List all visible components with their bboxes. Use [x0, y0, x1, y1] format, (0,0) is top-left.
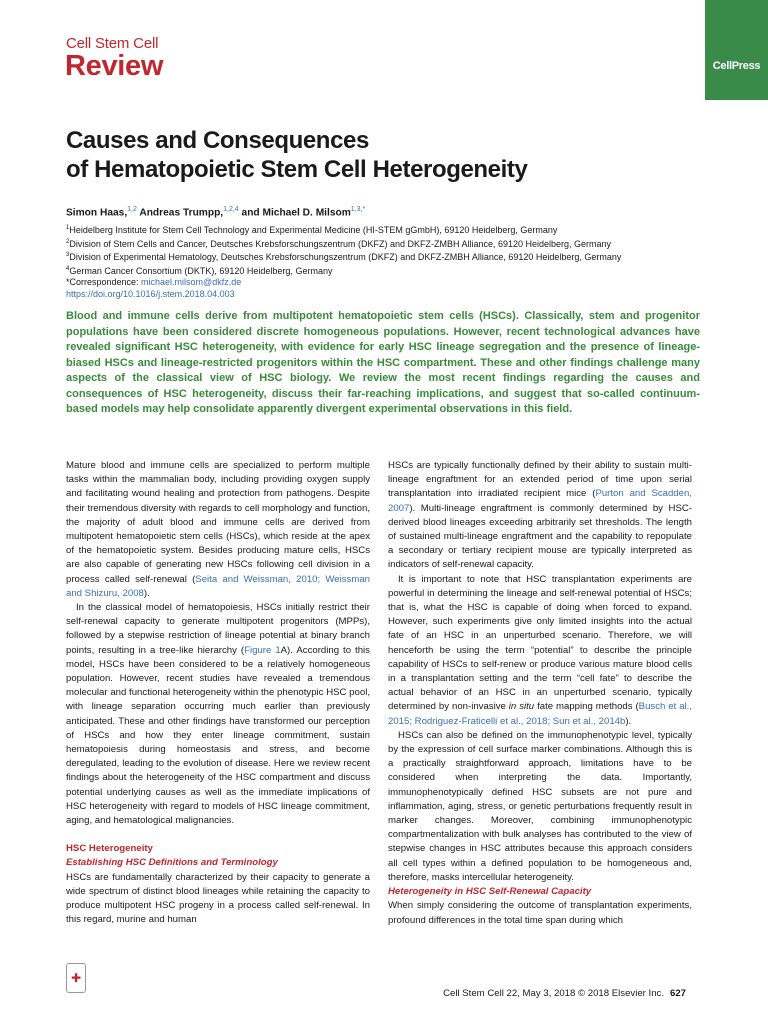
body-paragraph: When simply considering the outcome of transplantation experiments, profound differences in the total time span during which — [388, 900, 692, 926]
crossmark-icon[interactable]: ✚ — [66, 963, 86, 993]
subsection-heading: Establishing HSC Definitions and Terminology — [66, 857, 278, 869]
affiliation — [66, 223, 706, 237]
affil-sup: 3 — [66, 252, 70, 258]
citation-link[interactable]: Purton and Scadden, 2007 — [388, 488, 692, 514]
author-name: Simon Haas, — [66, 207, 128, 219]
doi — [66, 289, 706, 301]
body-column-left — [66, 459, 370, 928]
body-paragraph: HSCs can also be defined on the immunophenotypic level, typically by the expression of cell surface marker combinations. Although this is a practically straightforward approach, limitations have to be considered when interpreting the data. Importantly, immunophenotypically defined HSC subsets are not pure and inflammation, aging, stress, or genetic perturbations frequently result in marker changes. Moreover, combining immunophenotypic compartmentalization with bulk analyses has contributed to the view of stepwise changes in HSC attributes because this approach considers all cell types within a defined population to be homogeneous and, therefore, masks intercellular heterogeneity. — [388, 729, 692, 883]
affiliation — [66, 250, 706, 264]
body-paragraph: Mature blood and immune cells are specialized to perform multiple tasks within the mammalian body, including providing oxygen supply and facilitating wound healing and protection from pathogens. Despite their tremendous diversity with regards to cell morphology and function, the majority of adult blood and immune cells are derived from multipotent hematopoietic stem cells (HSCs), which reside at the apex of the hematopoietic system. Besides producing mature cells, HSCs are also capable of generating new HSCs following cell division in a process called self-renewal (Seita and Weissman, 2010; Weissman and Shizuru, 2008). — [66, 460, 371, 599]
affil-text: German Cancer Consortium (DKTK), 69120 Heidelberg, Germany — [69, 265, 333, 276]
correspondence — [66, 277, 706, 289]
page-number: 627 — [670, 988, 687, 999]
section-type: Review — [65, 50, 164, 82]
section-heading: HSC Heterogeneity — [66, 843, 153, 855]
affil-sup: 1 — [66, 225, 70, 231]
affiliations — [66, 223, 706, 300]
citation-link[interactable]: Seita and Weissman, 2010; Weissman and Shizuru, 2008 — [66, 573, 371, 599]
affil-sup: 4 — [66, 265, 70, 272]
body-paragraph: HSCs are fundamentally characterized by their capacity to generate a wide spectrum of distinct blood lineages while retaining the capacity to produce multipotent HSC progeny in a process called self-renewal. In this regard, murine and human — [66, 871, 370, 926]
author-affil-sup: 1,3,* — [350, 206, 366, 213]
footer-citation: Cell Stem Cell 22, May 3, 2018 © 2018 Elsevier Inc. — [443, 988, 664, 999]
body-paragraph: It is important to note that HSC transplantation experiments are powerful in determining the lineage and self-renewal potential of HSCs; that is, what the HSC is capable of doing when forced to expand. However, such experiments give only limited insights into the actual fate of an HSC in an unperturbed scenario. Therefore, we will henceforth be using the term “potential” to describe the principle capability of HSCs to self-renew or produce various mature blood cells in a transplantation setting and the term “cell fate” to describe the actual behavior of an HSC in an unperturbed scenario, typically determined by non-invasive in situ fate mapping methods (Busch et al., 2015; Rodriguez-Fraticelli et al., 2018; Sun et al., 2014b). — [388, 573, 693, 727]
author-name: and Michael D. Milsom — [238, 207, 351, 219]
correspondence-email-link[interactable]: michael.milsom@dkfz.de — [141, 277, 242, 287]
title-line-2: of Hematopoietic Stem Cell Heterogeneity — [66, 156, 528, 183]
author-list — [66, 206, 706, 218]
journal-name: Cell Stem Cell — [66, 35, 159, 52]
body-paragraph: In the classical model of hematopoiesis, HSCs initially restrict their self-renewal capacity to generate multipotent progenitors (MPPs), followed by a stepwise restriction of lineage potential at binary branch points, resulting in a tree-like hierarchy (Figure 1A). According to this model, HSCs have been considered to be a relatively homogeneous population. However, recent studies have revealed a tremendous molecular and functional heterogeneity within the phenotypic HSC pool, with lineage separation occurring much earlier than previously anticipated. These and other findings have transformed our perception of HSCs and how they enter lineage commitment, sustain hematopoiesis during homeostasis and stress, and become deregulated, leading to the evolution of disease. Here we review recent findings about the heterogeneity of the HSC compartment and discuss potential underlying causes as well as the immediate implications of HSC heterogeneity with regard to models of HSC lineage commitment, aging, and hematological malignancies. — [66, 602, 370, 827]
figure-link[interactable]: Figure 1 — [244, 644, 281, 656]
author-affil-sup: 1,2 — [127, 206, 137, 213]
doi-link[interactable]: https://doi.org/10.1016/j.stem.2018.04.003 — [66, 288, 235, 299]
cellpress-logo-text: CellPress — [712, 60, 761, 72]
correspondence-label: *Correspondence: — [66, 277, 142, 287]
abstract: Blood and immune cells derive from multipotent hematopoietic stem cells (HSCs). Classically, stem and progenitor populations have been considered discrete homogeneous populations. However, recent technological advances have revealed significant HSC heterogeneity, with evidence for early HSC lineage segregation and the presence of lineage-biased HSCs and lineage-restricted progenitors within the HSC compartment. These and other findings challenge many aspects of the classical view of HSC biology. We review the most recent findings regarding the causes and consequences of HSC heterogeneity, discuss their far-reaching implications, and suggest that so-called continuum-based models may help consolidate apparently divergent experimental observations in this field. — [66, 310, 700, 415]
affil-text: Division of Stem Cells and Cancer, Deutsches Krebsforschungszentrum (DKFZ) and DKFZ-ZMBH Alliance, 69120 Heidelberg, Germany — [69, 238, 612, 249]
author-name: Andreas Trumpp, — [136, 207, 224, 219]
title-line-1: Causes and Consequences — [66, 127, 369, 154]
cellpress-logo — [705, 0, 768, 100]
subsection-heading: Heterogeneity in HSC Self-Renewal Capacity — [388, 886, 592, 898]
body-column-right — [388, 459, 692, 928]
affiliation — [66, 237, 706, 251]
author-affil-sup: 1,2,4 — [223, 206, 239, 213]
article-title — [66, 126, 686, 184]
affil-text: Division of Experimental Hematology, Deutsches Krebsforschungszentrum (DKFZ) and DKFZ-ZMBH Alliance, 69120 Heidelberg, Germany — [69, 252, 622, 262]
citation-link[interactable]: Busch et al., 2015; Rodriguez-Fraticelli et al., 2018; Sun et al., 2014b — [388, 701, 693, 727]
affiliation — [66, 264, 706, 278]
affil-sup: 2 — [66, 238, 70, 245]
affil-text: Heidelberg Institute for Stem Cell Technology and Experimental Medicine (HI-STEM gGmbH), 69120 Heidelberg, Germany — [69, 225, 558, 235]
body-paragraph: HSCs are typically functionally defined by their ability to sustain multi-lineage engraftment for an extended period of time upon serial transplantation into irradiated recipient mice (Purton and Scadden, 2007). Multi-lineage engraftment is commonly determined by HSC-derived blood lineages exceeding arbitrarily set thresholds. The length of sustained multi-lineage engraftment and the capability to repopulate a secondary or tertiary recipient mouse are typically interpreted as indicators of self-renewal capacity. — [388, 460, 692, 571]
